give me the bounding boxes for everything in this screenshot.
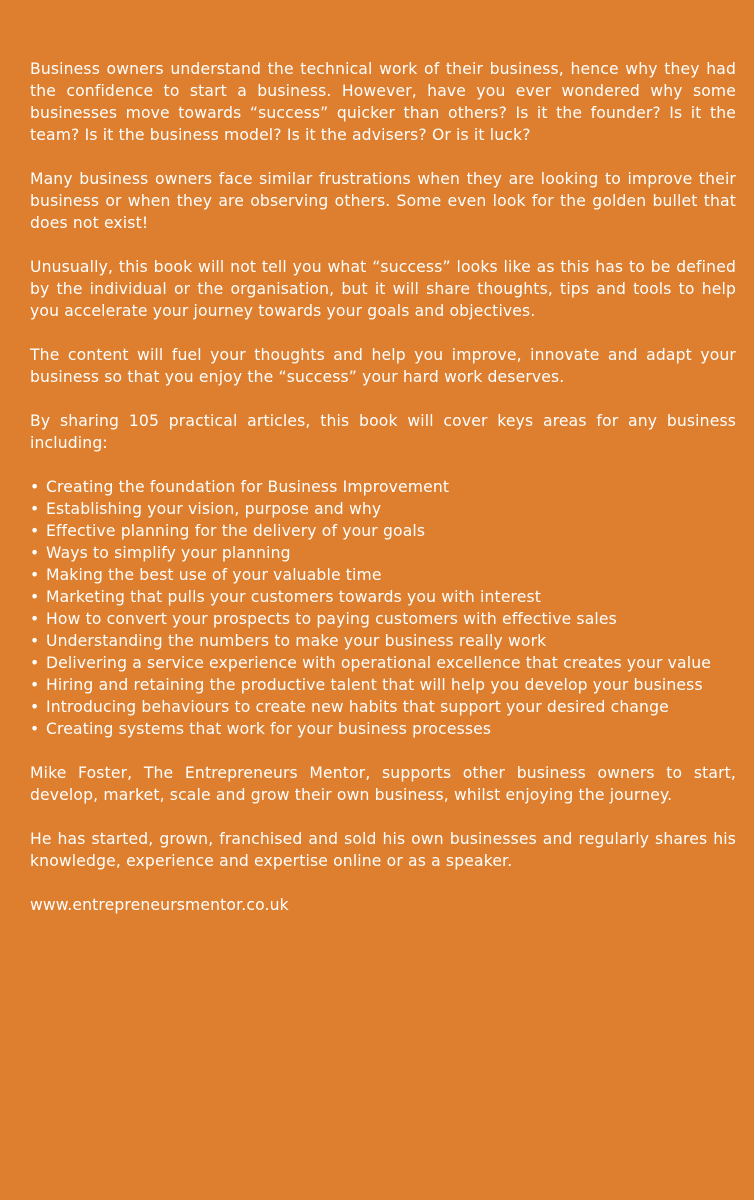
- intro-paragraph-2: Many business owners face similar frustrations when they are looking to improve their business or when they are observing others. Some even look for the golden bullet that does not exist!: [30, 170, 736, 232]
- bullet-icon: •: [30, 720, 40, 738]
- topics-list: [30, 476, 736, 740]
- bullet-icon: •: [30, 610, 40, 628]
- topic-item: [30, 630, 736, 652]
- topic-item: [30, 564, 736, 586]
- topic-text: Establishing your vision, purpose and why: [46, 500, 382, 518]
- topic-text: Introducing behaviours to create new habits that support your desired change: [46, 698, 669, 716]
- topic-text: Delivering a service experience with operational excellence that creates your value: [46, 654, 712, 672]
- topic-text: Effective planning for the delivery of your goals: [46, 522, 426, 540]
- bullet-icon: •: [30, 522, 40, 540]
- author-bio-paragraph-2: He has started, grown, franchised and sold his own businesses and regularly shares his knowledge, experience and expertise online or as a speaker.: [30, 830, 736, 870]
- topic-text: Hiring and retaining the productive talent that will help you develop your business: [46, 676, 703, 694]
- back-cover-text: [30, 58, 736, 916]
- bullet-icon: •: [30, 654, 40, 672]
- topic-item: [30, 652, 736, 674]
- bullet-icon: •: [30, 698, 40, 716]
- author-bio-paragraph-1: Mike Foster, The Entrepreneurs Mentor, supports other business owners to start, develop, market, scale and grow their own business, whilst enjoying the journey.: [30, 764, 736, 804]
- topic-text: How to convert your prospects to paying customers with effective sales: [46, 610, 617, 628]
- bullet-icon: •: [30, 676, 40, 694]
- topic-text: Creating systems that work for your business processes: [46, 720, 492, 738]
- topic-item: [30, 476, 736, 498]
- topic-text: Marketing that pulls your customers towards you with interest: [46, 588, 542, 606]
- topic-item: [30, 498, 736, 520]
- topic-item: [30, 586, 736, 608]
- bullet-icon: •: [30, 632, 40, 650]
- website-url: www.entrepreneursmentor.co.uk: [30, 896, 289, 914]
- topic-item: [30, 674, 736, 696]
- bullet-icon: •: [30, 478, 40, 496]
- bullet-icon: •: [30, 544, 40, 562]
- intro-paragraph-1: Business owners understand the technical work of their business, hence why they had the confidence to start a business. However, have you ever wondered why some businesses move towards “success” quicker than others? Is it the founder? Is it the team? Is it the business model? Is it the advisers? Or is it luck?: [30, 60, 736, 144]
- topic-text: Understanding the numbers to make your business really work: [46, 632, 547, 650]
- intro-paragraph-4: The content will fuel your thoughts and help you improve, innovate and adapt your business so that you enjoy the “success” your hard work deserves.: [30, 346, 736, 386]
- topic-item: [30, 542, 736, 564]
- topic-item: [30, 696, 736, 718]
- intro-paragraph-5: By sharing 105 practical articles, this book will cover keys areas for any business including:: [30, 412, 736, 452]
- bullet-icon: •: [30, 588, 40, 606]
- bullet-icon: •: [30, 566, 40, 584]
- topic-item: [30, 520, 736, 542]
- topic-text: Creating the foundation for Business Improvement: [46, 478, 450, 496]
- topic-text: Ways to simplify your planning: [46, 544, 291, 562]
- bullet-icon: •: [30, 500, 40, 518]
- intro-paragraph-3: Unusually, this book will not tell you what “success” looks like as this has to be defined by the individual or the organisation, but it will share thoughts, tips and tools to help you accelerate your journey towards your goals and objectives.: [30, 258, 736, 320]
- topic-text: Making the best use of your valuable time: [46, 566, 382, 584]
- topic-item: [30, 608, 736, 630]
- topic-item: [30, 718, 736, 740]
